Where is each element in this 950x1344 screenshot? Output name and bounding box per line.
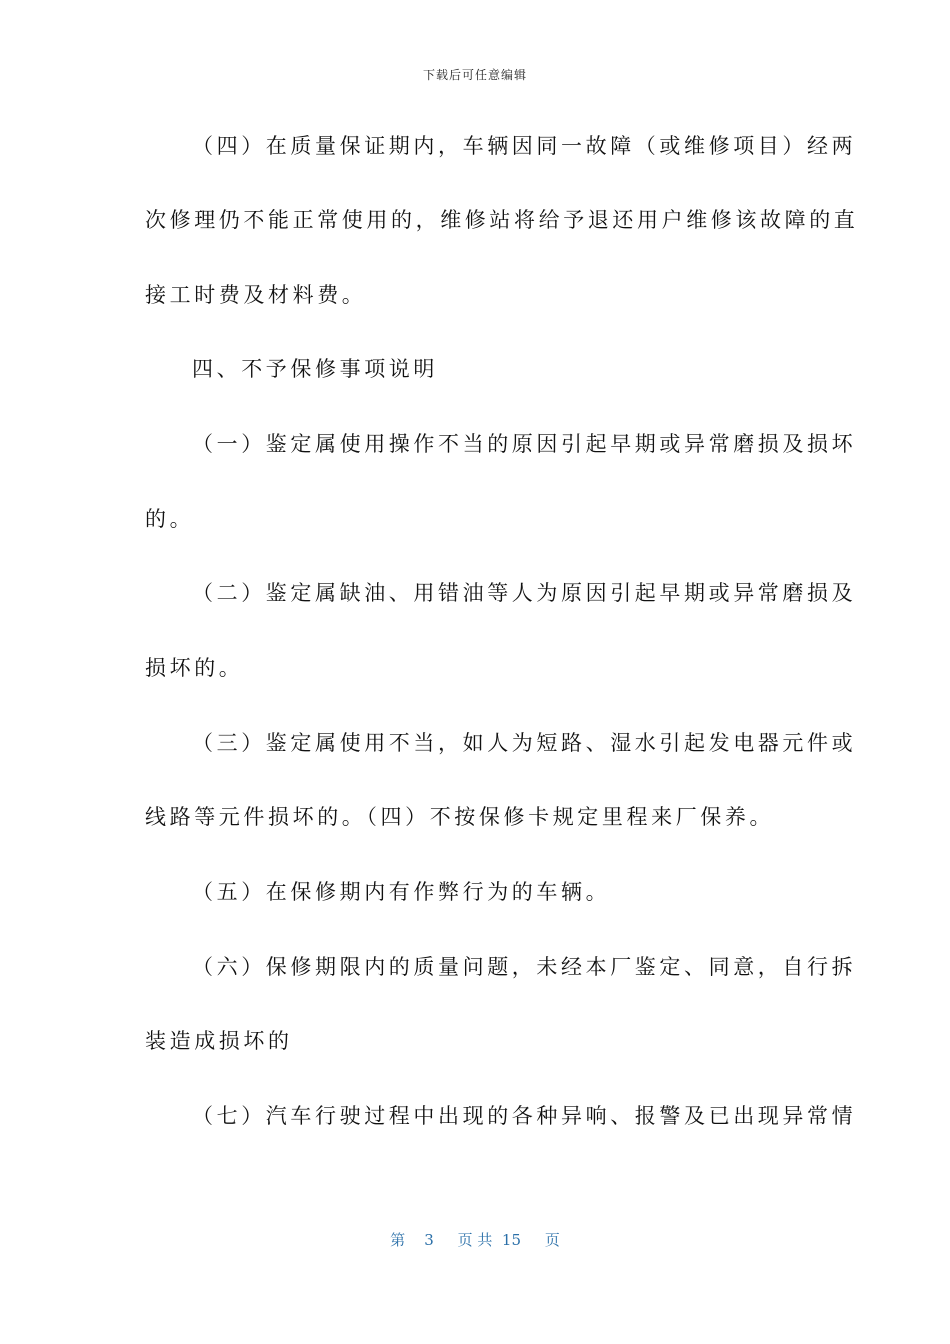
footer-page-label: 第: [390, 1231, 406, 1249]
paragraph-line: 损坏的。: [145, 656, 244, 680]
paragraph-line: 次修理仍不能正常使用的，维修站将给予退还用户维修该故障的直: [145, 208, 859, 232]
footer-page-suffix: 页: [544, 1231, 560, 1249]
paragraph-line: 接工时费及材料费。: [145, 283, 367, 307]
paragraph-line: （二）鉴定属缺油、用错油等人为原因引起早期或异常磨损及: [192, 581, 857, 605]
paragraph-line: （七）汽车行驶过程中出现的各种异响、报警及已出现异常情: [192, 1104, 857, 1128]
paragraph-line: （五）在保修期内有作弊行为的车辆。: [192, 880, 611, 904]
section-heading: 四、不予保修事项说明: [192, 357, 438, 381]
page-footer: [0, 1229, 950, 1250]
paragraph-line: （四）在质量保证期内，车辆因同一故障（或维修项目）经两: [192, 134, 857, 158]
page-header: 下载后可任意编辑: [422, 68, 527, 82]
paragraph-line: 线路等元件损坏的。（四）不按保修卡规定里程来厂保养。: [145, 805, 775, 829]
paragraph-line: 的。: [145, 507, 195, 531]
footer-page-number: 3: [424, 1231, 434, 1249]
paragraph-line: （六）保修期限内的质量问题，未经本厂鉴定、同意，自行拆: [192, 955, 857, 979]
paragraph-line: （三）鉴定属使用不当，如人为短路、湿水引起发电器元件或: [192, 731, 857, 755]
paragraph-line: 装造成损坏的: [145, 1029, 293, 1053]
footer-total-pages: 15: [501, 1231, 522, 1249]
footer-total-label: 页 共: [457, 1231, 493, 1249]
paragraph-line: （一）鉴定属使用操作不当的原因引起早期或异常磨损及损坏: [192, 432, 857, 456]
